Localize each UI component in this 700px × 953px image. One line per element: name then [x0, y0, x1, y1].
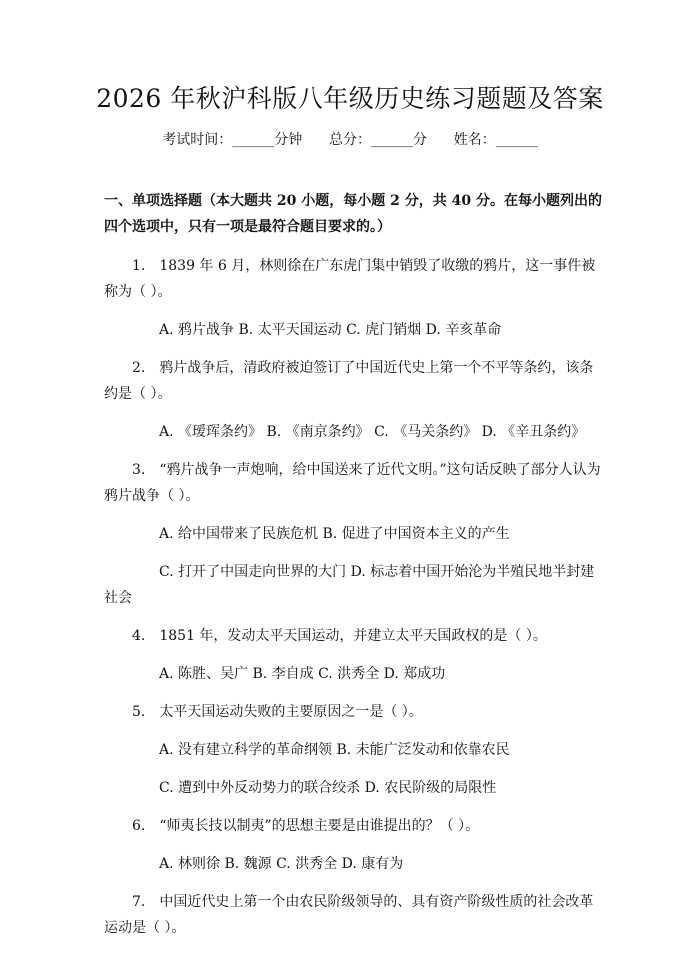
- question-stem: 5. 太平天国运动失败的主要原因之一是（ ）。: [132, 704, 423, 720]
- question-stem: 3. “鸦片战争一声炮响，给中国送来了近代文明。”这句话反映了部分人认为鸦片战争（ ）。: [104, 462, 601, 504]
- question-options: A. 林则徐 B. 魏源 C. 洪秀全 D. 康有为: [159, 856, 404, 872]
- question-stem: 7. 中国近代史上第一个由农民阶级领导的、具有资产阶级性质的社会改革运动是（ ）。: [104, 894, 594, 936]
- question-stem: 2. 鸦片战争后，清政府被迫签订了中国近代史上第一个不平等条约，该条约是（ ）。: [104, 360, 594, 402]
- question-stem: 6. “师夷长技以制夷”的思想主要是由谁提出的？（ ）。: [132, 818, 480, 834]
- question-stem: 4. 1851 年，发动太平天国运动，并建立太平天国政权的是（ ）。: [132, 628, 547, 644]
- question-options: C. 遭到中外反动势力的联合绞杀 D. 农民阶级的局限性: [159, 780, 497, 796]
- question-options: A. 陈胜、吴广 B. 李自成 C. 洪秀全 D. 郑成功: [159, 666, 446, 682]
- question-options: A. 鸦片战争 B. 太平天国运动 C. 虎门销烟 D. 辛亥革命: [159, 322, 502, 338]
- section-heading: 一、单项选择题（本大题共 20 小题，每小题 2 分，共 40 分。在每小题列出的四个选项中，只有一项是最符合题目要求的。）: [104, 193, 602, 235]
- question-options: A. 《瑷珲条约》 B. 《南京条约》 C. 《马关条约》 D. 《辛丑条约》: [159, 424, 586, 440]
- question-stem: 1. 1839 年 6 月，林则徐在广东虎门集中销毁了收缴的鸦片，这一事件被称为（ ）。: [104, 258, 596, 300]
- question-options: A. 没有建立科学的革命纲领 B. 未能广泛发动和依靠农民: [159, 742, 510, 758]
- exam-info-line: 考试时间：______分钟 总分：______分 姓名：______: [162, 132, 538, 148]
- question-section: [104, 188, 604, 953]
- question-options: C. 打开了中国走向世界的大门 D. 标志着中国开始沦为半殖民地半封建社会: [104, 564, 595, 606]
- page-title: 2026 年秋沪科版八年级历史练习题题及答案: [96, 84, 604, 113]
- question-options: A. 给中国带来了民族危机 B. 促进了中国资本主义的产生: [159, 526, 510, 542]
